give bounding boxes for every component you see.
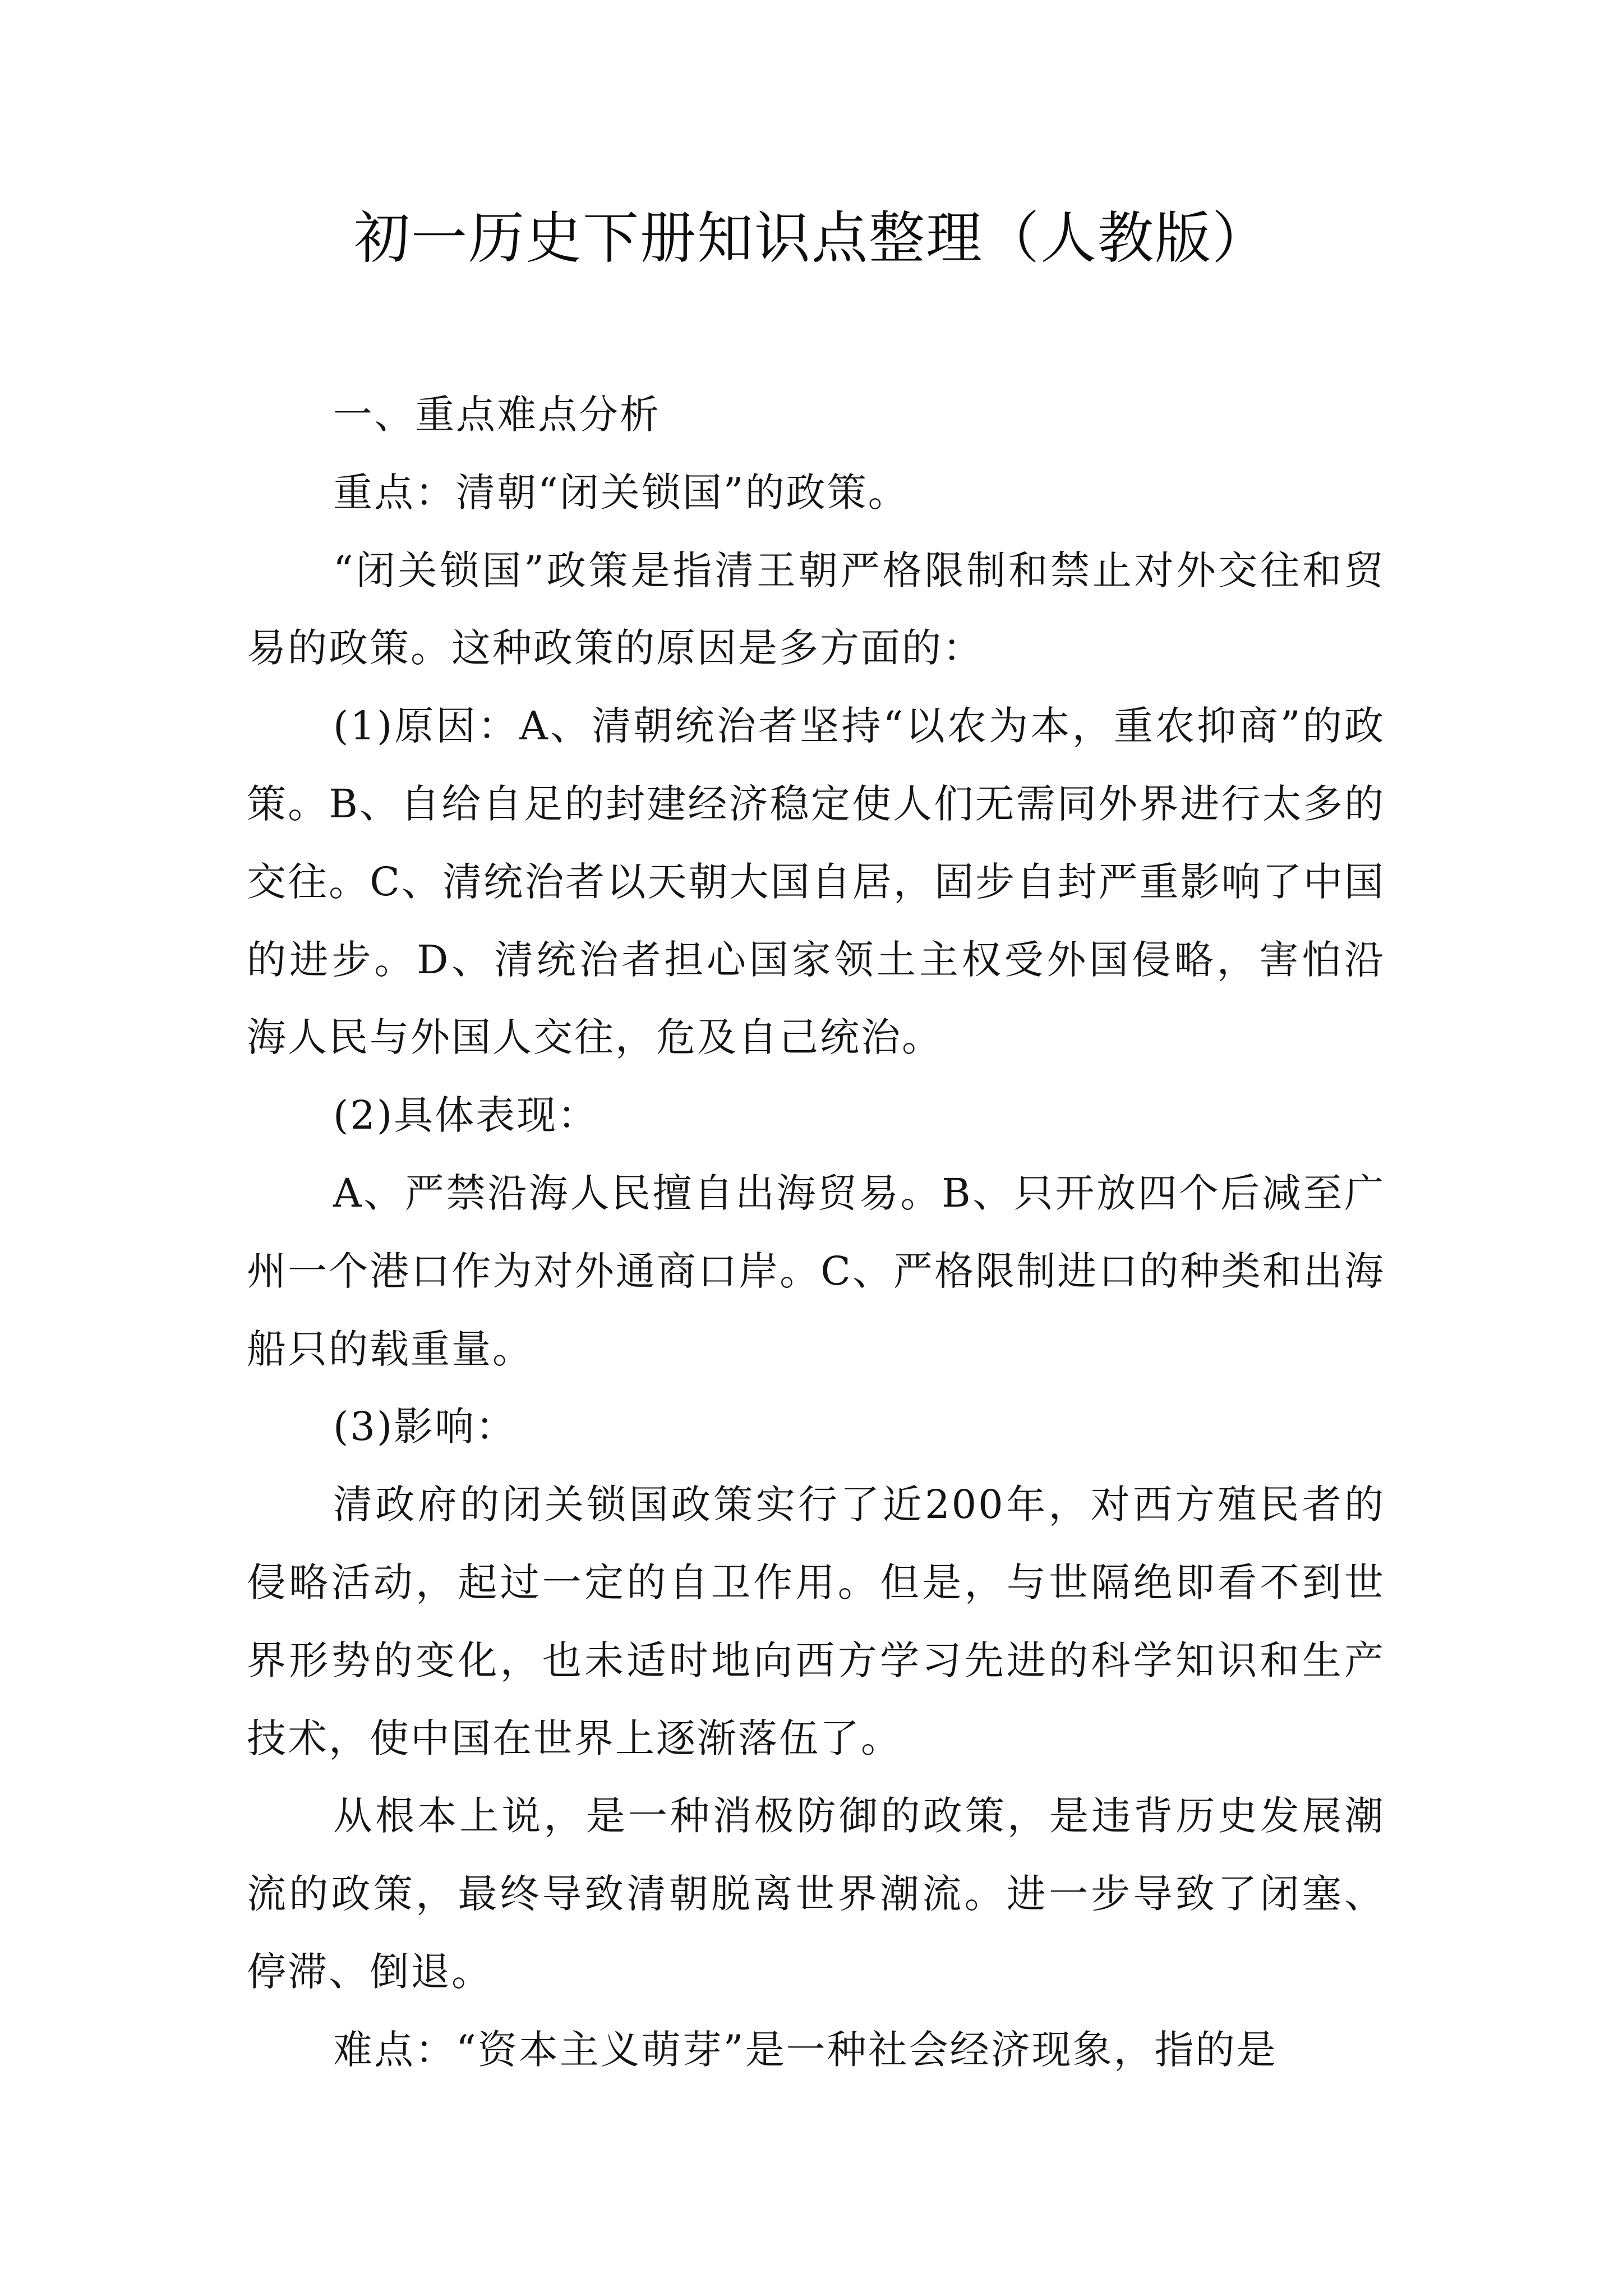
section-heading: 一、重点难点分析 [333,392,661,438]
paragraph: 重点：清朝“闭关锁国”的政策。 [333,469,909,516]
document-body [247,376,1385,2089]
paragraph: A、严禁沿海人民擅自出海贸易。B、只开放四个后减至广州一个港口作为对外通商口岸。C、严格限制进口的种类和出海船只的载重量。 [247,1170,1385,1372]
paragraph: (2)具体表现： [333,1092,599,1139]
paragraph: 从根本上说，是一种消极防御的政策，是违背历史发展潮流的政策，最终导致清朝脱离世界潮流。进一步导致了闭塞、停滞、倒退。 [247,1793,1385,1995]
paragraph: “闭关锁国”政策是指清王朝严格限制和禁止对外交往和贸易的政策。这种政策的原因是多方面的： [247,547,1385,671]
paragraph: (3)影响： [333,1404,517,1450]
paragraph: (1)原因：A、清朝统治者坚持“以农为本，重农抑商”的政策。B、自给自足的封建经济稳定使人们无需同外界进行太多的交往。C、清统治者以天朝大国自居，固步自封严重影响了中国的进步。D、清统治者担心国家领土主权受外国侵略，害怕沿海人民与外国人交往，危及自己统治。 [247,703,1385,1061]
document-title: 初一历史下册知识点整理（人教版） [354,205,1269,271]
paragraph: 清政府的闭关锁国政策实行了近200年，对西方殖民者的侵略活动，起过一定的自卫作用。但是，与世隔绝即看不到世界形势的变化，也未适时地向西方学习先进的科学知识和生产技术，使中国在世界上逐渐落伍了。 [247,1481,1385,1761]
paragraph: 难点：“资本主义萌芽”是一种社会经济现象，指的是 [333,2026,1278,2073]
